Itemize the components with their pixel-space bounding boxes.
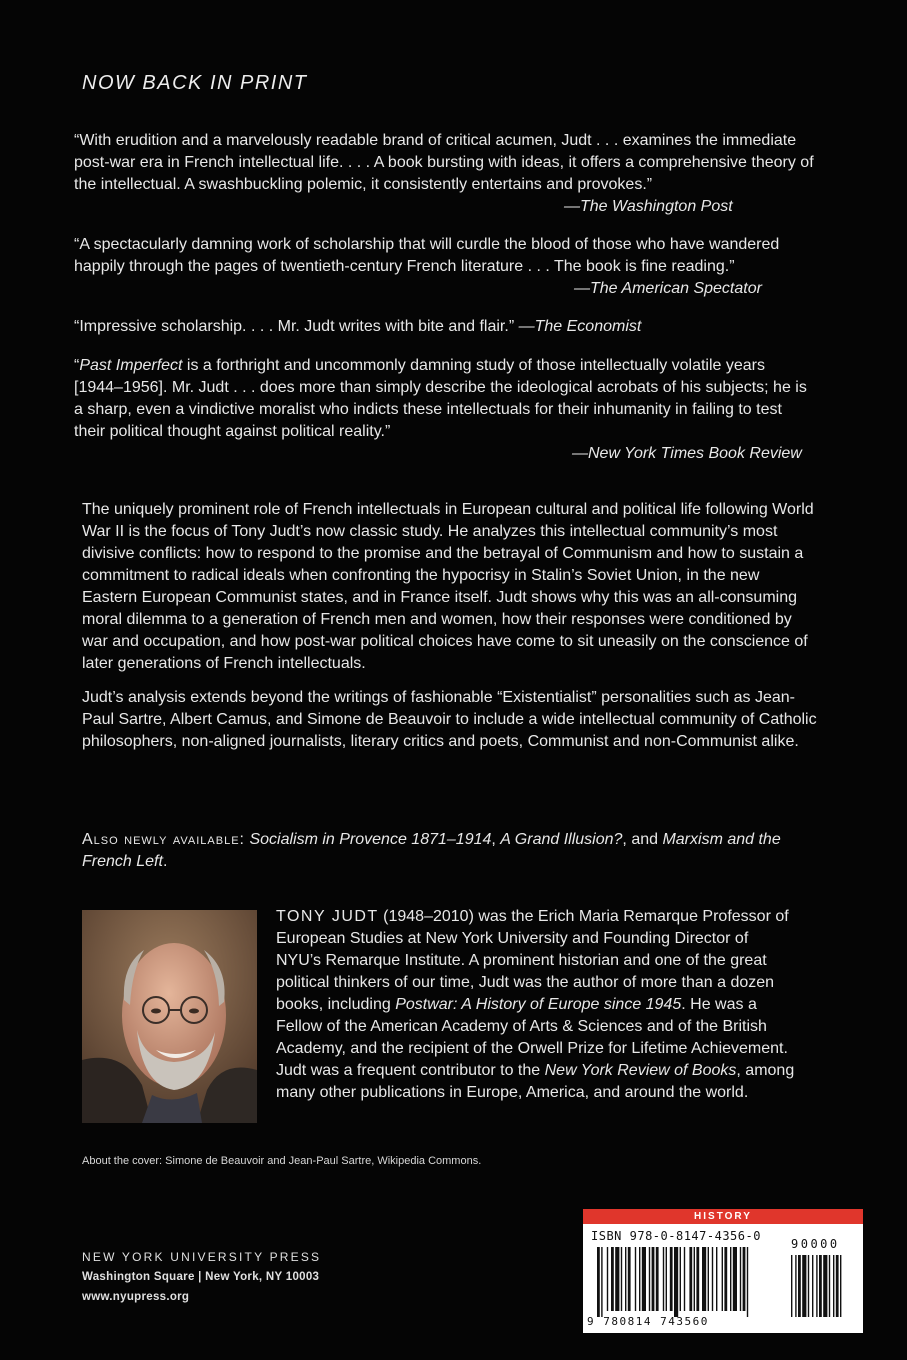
addon-bar	[829, 1255, 830, 1317]
barcode-bar	[716, 1247, 717, 1311]
publisher-address: Washington Square | New York, NY 10003	[82, 1271, 320, 1283]
barcode-bar	[649, 1247, 650, 1311]
publisher-url: www.nyupress.org	[82, 1291, 190, 1303]
separator: ,	[491, 831, 501, 848]
barcode-bar	[733, 1247, 737, 1311]
barcode-bar	[639, 1247, 640, 1311]
barcode-bar	[597, 1247, 600, 1317]
also-title-2: A Grand Illusion?	[500, 831, 623, 848]
barcode-bar	[663, 1247, 664, 1311]
addon-bar	[816, 1255, 817, 1317]
addon-bar	[840, 1255, 841, 1317]
price-addon-text: 90000	[791, 1237, 840, 1251]
bio-text: . He was a Fellow of the American Academy of Arts & Sciences and of the British Academy, and the recipient of the Orwell Prize for Lifetime Achievement. Judt was a frequent contributor to the	[276, 996, 788, 1079]
book-title: Past Imperfect	[79, 357, 183, 374]
open-quote: “	[74, 357, 80, 374]
quote-source: —The Washington Post	[564, 198, 733, 215]
also-title-1: Socialism in Provence 1871–1914	[249, 831, 492, 848]
description-paragraph-2: Judt’s analysis extends beyond the writings of fashionable “Existentialist” personalities such as Jean-Paul Sartre, Albert Camus, and Simone de Beauvoir to include a wide intellectual community of Catholic philosophers, non-aligned journalists, literary critics and poets, Communist and non-Communist alike.	[82, 689, 817, 750]
quote-text: “A spectacularly damning work of scholarship that will curdle the blood of those who have wandered happily through the pages of twentieth-century French literature . . . The book is fine reading.”	[74, 236, 780, 275]
addon-bar	[812, 1255, 813, 1317]
barcode-bar	[724, 1247, 727, 1311]
barcode-bar	[670, 1247, 673, 1311]
barcode-bar	[743, 1247, 746, 1311]
category-label: HISTORY	[583, 1209, 863, 1224]
barcode-digits: 9 780814 743560	[587, 1315, 709, 1328]
barcode-bar	[628, 1247, 631, 1311]
author-bio	[276, 906, 796, 1104]
review-quote-4	[74, 355, 814, 462]
bio-text: , among many other publications in Europe, America, and around the world.	[276, 1062, 795, 1101]
author-photo-image	[82, 910, 257, 1123]
bio-book-1: Postwar: A History of Europe since 1945	[395, 996, 682, 1013]
barcode-bar	[621, 1247, 622, 1311]
separator: .	[162, 853, 168, 870]
barcode-bar	[656, 1247, 659, 1311]
barcode-bar	[652, 1247, 655, 1311]
quote-source: —New York Times Book Review	[572, 445, 802, 462]
barcode-bar	[740, 1247, 741, 1311]
isbn-barcode	[583, 1209, 863, 1333]
barcode-bar	[694, 1247, 695, 1311]
barcode-bar	[722, 1247, 723, 1311]
addon-bar	[823, 1255, 827, 1317]
also-available	[82, 829, 812, 873]
barcode-bar	[615, 1247, 619, 1311]
barcode-bar	[666, 1247, 667, 1311]
about-the-cover: About the cover: Simone de Beauvoir and Jean-Paul Sartre, Wikipedia Commons.	[82, 1155, 482, 1167]
barcode-bar	[674, 1247, 678, 1317]
barcode-bar	[635, 1247, 636, 1311]
publisher-info	[82, 1247, 321, 1307]
addon-bar	[802, 1255, 806, 1317]
barcode-bar	[702, 1247, 706, 1311]
barcode-bar	[611, 1247, 614, 1311]
addon-bar	[833, 1255, 834, 1317]
author-photo	[82, 910, 257, 1123]
barcode-bar	[684, 1247, 685, 1311]
addon-bar	[791, 1255, 792, 1317]
barcode-bar	[730, 1247, 731, 1311]
barcode-bar	[607, 1247, 608, 1311]
addon-bar	[808, 1255, 809, 1317]
banner-now-back-in-print: NOW BACK IN PRINT	[82, 72, 308, 94]
description-paragraph-1: The uniquely prominent role of French intellectuals in European cultural and political life following World War II is the focus of Tony Judt’s now classic study. He analyzes this intellectual community’s most divisive conflicts: how to respond to the promise and the betrayal of Communism and how to sustain a commitment to radical ideals when confronting the hypocrisy in Stalin’s Soviet Union, in the new Eastern European Communist states, and in France itself. Judt shows why this was an all-consuming moral dilemma to a generation of French men and women, how their responses were conditioned by war and occupation, and how post-war political choices have come to sit uneasily on the conscience of later generations of French intellectuals.	[82, 501, 814, 672]
quote-source: —The American Spectator	[574, 280, 762, 297]
bio-book-2: New York Review of Books	[544, 1062, 737, 1079]
barcode-bar	[712, 1247, 713, 1311]
addon-bar	[795, 1255, 796, 1317]
barcode-bar	[696, 1247, 699, 1311]
quote-source: —The Economist	[518, 318, 642, 335]
barcode-bar	[601, 1247, 602, 1317]
barcode-bar	[625, 1247, 626, 1311]
barcode-bar	[680, 1247, 681, 1311]
quote-text: “With erudition and a marvelously readable brand of critical acumen, Judt . . . examines the immediate post-war era in French intellectual life. . . . A book bursting with ideas, it offers a comprehensive theory of the intellectual. A swashbuckling polemic, it consistently entertains and provokes.”	[74, 132, 814, 193]
addon-bar	[836, 1255, 839, 1317]
review-quote-1	[74, 130, 814, 215]
barcode-bar	[708, 1247, 709, 1311]
also-title-3: Marxism and the French Left	[82, 831, 781, 870]
book-description	[82, 499, 817, 753]
review-quote-2	[74, 234, 814, 297]
addon-bar	[798, 1255, 801, 1317]
review-quote-3	[74, 316, 814, 338]
bio-text: (1948–2010) was the Erich Maria Remarque Professor of European Studies at New York University and Founding Director of NYU’s Remarque Institute. A prominent historian and one of the great political thinkers of our time, Judt was the author of more than a dozen books, including	[276, 908, 789, 1013]
author-name: TONY JUDT	[276, 908, 379, 925]
separator: , and	[622, 831, 663, 848]
isbn-text: ISBN 978-0-8147-4356-0	[591, 1229, 761, 1243]
barcode-bar	[689, 1247, 692, 1311]
publisher-name: NEW YORK UNIVERSITY PRESS	[82, 1250, 322, 1264]
quote-text: “Impressive scholarship. . . . Mr. Judt writes with bite and flair.”	[74, 318, 515, 335]
barcode-bar	[642, 1247, 646, 1311]
barcode-bar	[747, 1247, 748, 1317]
addon-bar	[819, 1255, 822, 1317]
quote-text: is a forthright and uncommonly damning study of those intellectually volatile years [1944–1956]. Mr. Judt . . . does more than simply describe the ideological acrobats of his subjects; he is a sharp, even a vindictive moralist who indicts these intellectuals for their inhumanity in failing to test their political thought against political reality.”	[74, 357, 807, 440]
also-label: Also newly available:	[82, 831, 245, 848]
